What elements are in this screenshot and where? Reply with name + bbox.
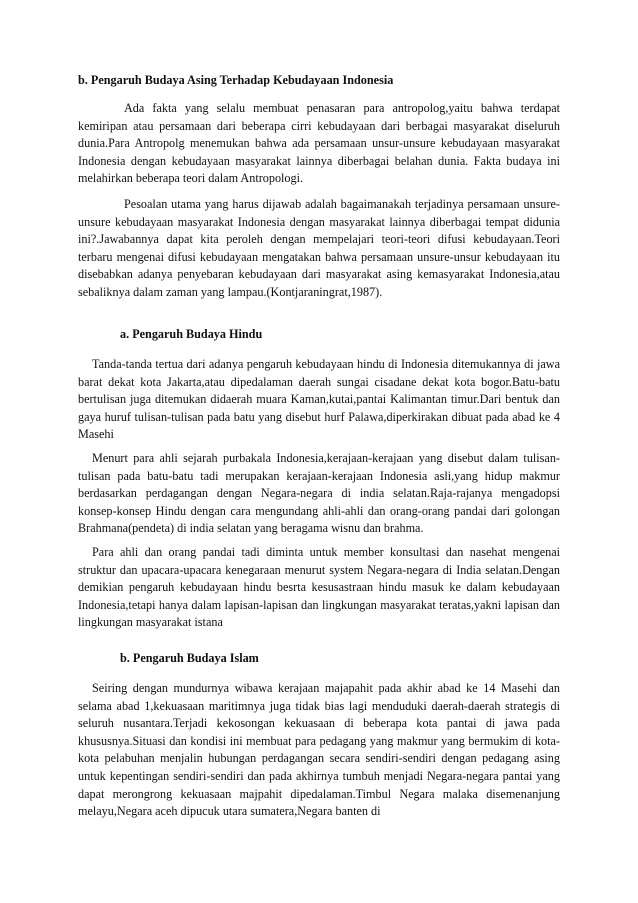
hindu-paragraph-1: Tanda-tanda tertua dari adanya pengaruh kebudayaan hindu di Indonesia ditemukannya di jawa barat dekat kota Jakarta,atau dipedalaman daerah sungai cisadane dekat kota bogor.Batu-batu bertulisan juga ditemukan didaerah muara Kaman,kutai,pantai Kalimantan timur.Dari bentuk dan gaya huruf tulisan-tulisan pada batu yang disebut hurf Palawa,diperkirakan dibuat pada abad ke 4 Masehi — [78, 357, 560, 442]
intro-paragraph-1: Ada fakta yang selalu membuat penasaran para antropolog,yaitu bahwa terdapat kemiripan atau persamaan dari beberapa cirri kebudayaan dari berbagai masyarakat diseluruh dunia.Para Antropolg menemukan bahwa ada persamaan unsur-unsure kebudayaan masyarakat Indonesia dengan kebudayaan masyarakat lainnya diberbagai belahan dunia. Fakta budaya ini melahirkan beberapa teori dalam Antropologi. — [78, 101, 560, 186]
section-heading-b: b. Pengaruh Budaya Asing Terhadap Kebudayaan Indonesia — [78, 73, 394, 87]
islam-paragraph-1: Seiring dengan mundurnya wibawa kerajaan majapahit pada akhir abad ke 14 Masehi dan selama abad 1,kekuasaan maritimnya juga tidak bias lagi menduduki daerah-daerah strategis di seluruh nusantara.Terjadi kekosongan kekuasaan di beberapa kota pantai di jawa pada khususnya.Situasi dan kondisi ini membuat para pedagang yang makmur yang bermukim di kota-kota pelabuhan menjalin hubungan perdagangan secara sendiri-sendiri dengan pedagang asing untuk kepentingan sendiri-sendiri dan pada akhirnya tumbuh menjadi Negara-negara pantai yang dapat merongrong kekuasaan majpahit dipedalaman.Timbul Negara malaka disemenanjung melayu,Negara aceh dipucuk utara sumatera,Negara banten di — [78, 681, 560, 819]
subheading-hindu: a. Pengaruh Budaya Hindu — [120, 327, 263, 341]
subheading-islam: b. Pengaruh Budaya Islam — [120, 651, 259, 665]
intro-paragraph-2: Pesoalan utama yang harus dijawab adalah bagaimanakah terjadinya persamaan unsure-unsure kebudayaan masyarakat Indonesia dengan masyarakat lainnya diberbagai tempat didunia ini?.Jawabannya dapat kita peroleh dengan mempelajari teori-teori difusi kebudayaan.Teori terbaru mengenai difusi kebudayaan mengatakan bahwa persamaan unsure-unsur kebudayaan itu disebabkan adanya penyebaran kebudayaan dari masyarakat asing kemasyarakat Indonesia,atau sebaliknya dalam zaman yang lampau.(Kontjaraningrat,1987). — [78, 197, 560, 299]
hindu-paragraph-2: Menurt para ahli sejarah purbakala Indonesia,kerajaan-kerajaan yang disebut dalam tulisan-tulisan pada batu-batu tadi merupakan kerajaan-kerajaan Indonesia asli,yang hidup makmur berdasarkan perdagangan dengan Negara-negara di india selatan.Raja-rajanya mengadopsi konsep-konsep Hindu dengan cara mengundang ahli-ahli dan orang-orang pandai dari golongan Brahmana(pendeta) di india selatan yang beragama wisnu dan brahma. — [78, 451, 560, 536]
hindu-paragraph-3: Para ahli dan orang pandai tadi diminta untuk member konsultasi dan nasehat mengenai struktur dan upacara-upacara kenegaraan menurut system Negara-negara di India selatan.Dengan demikian pengaruh kebudayaan hindu besrta kesusastraan hindu masuk ke dalam kebudayaan Indonesia,tetapi hanya dalam lapisan-lapisan dan lingkungan masyarakat teratas,yakni lapisan dan lingkungan masyarakat istana — [78, 545, 560, 630]
